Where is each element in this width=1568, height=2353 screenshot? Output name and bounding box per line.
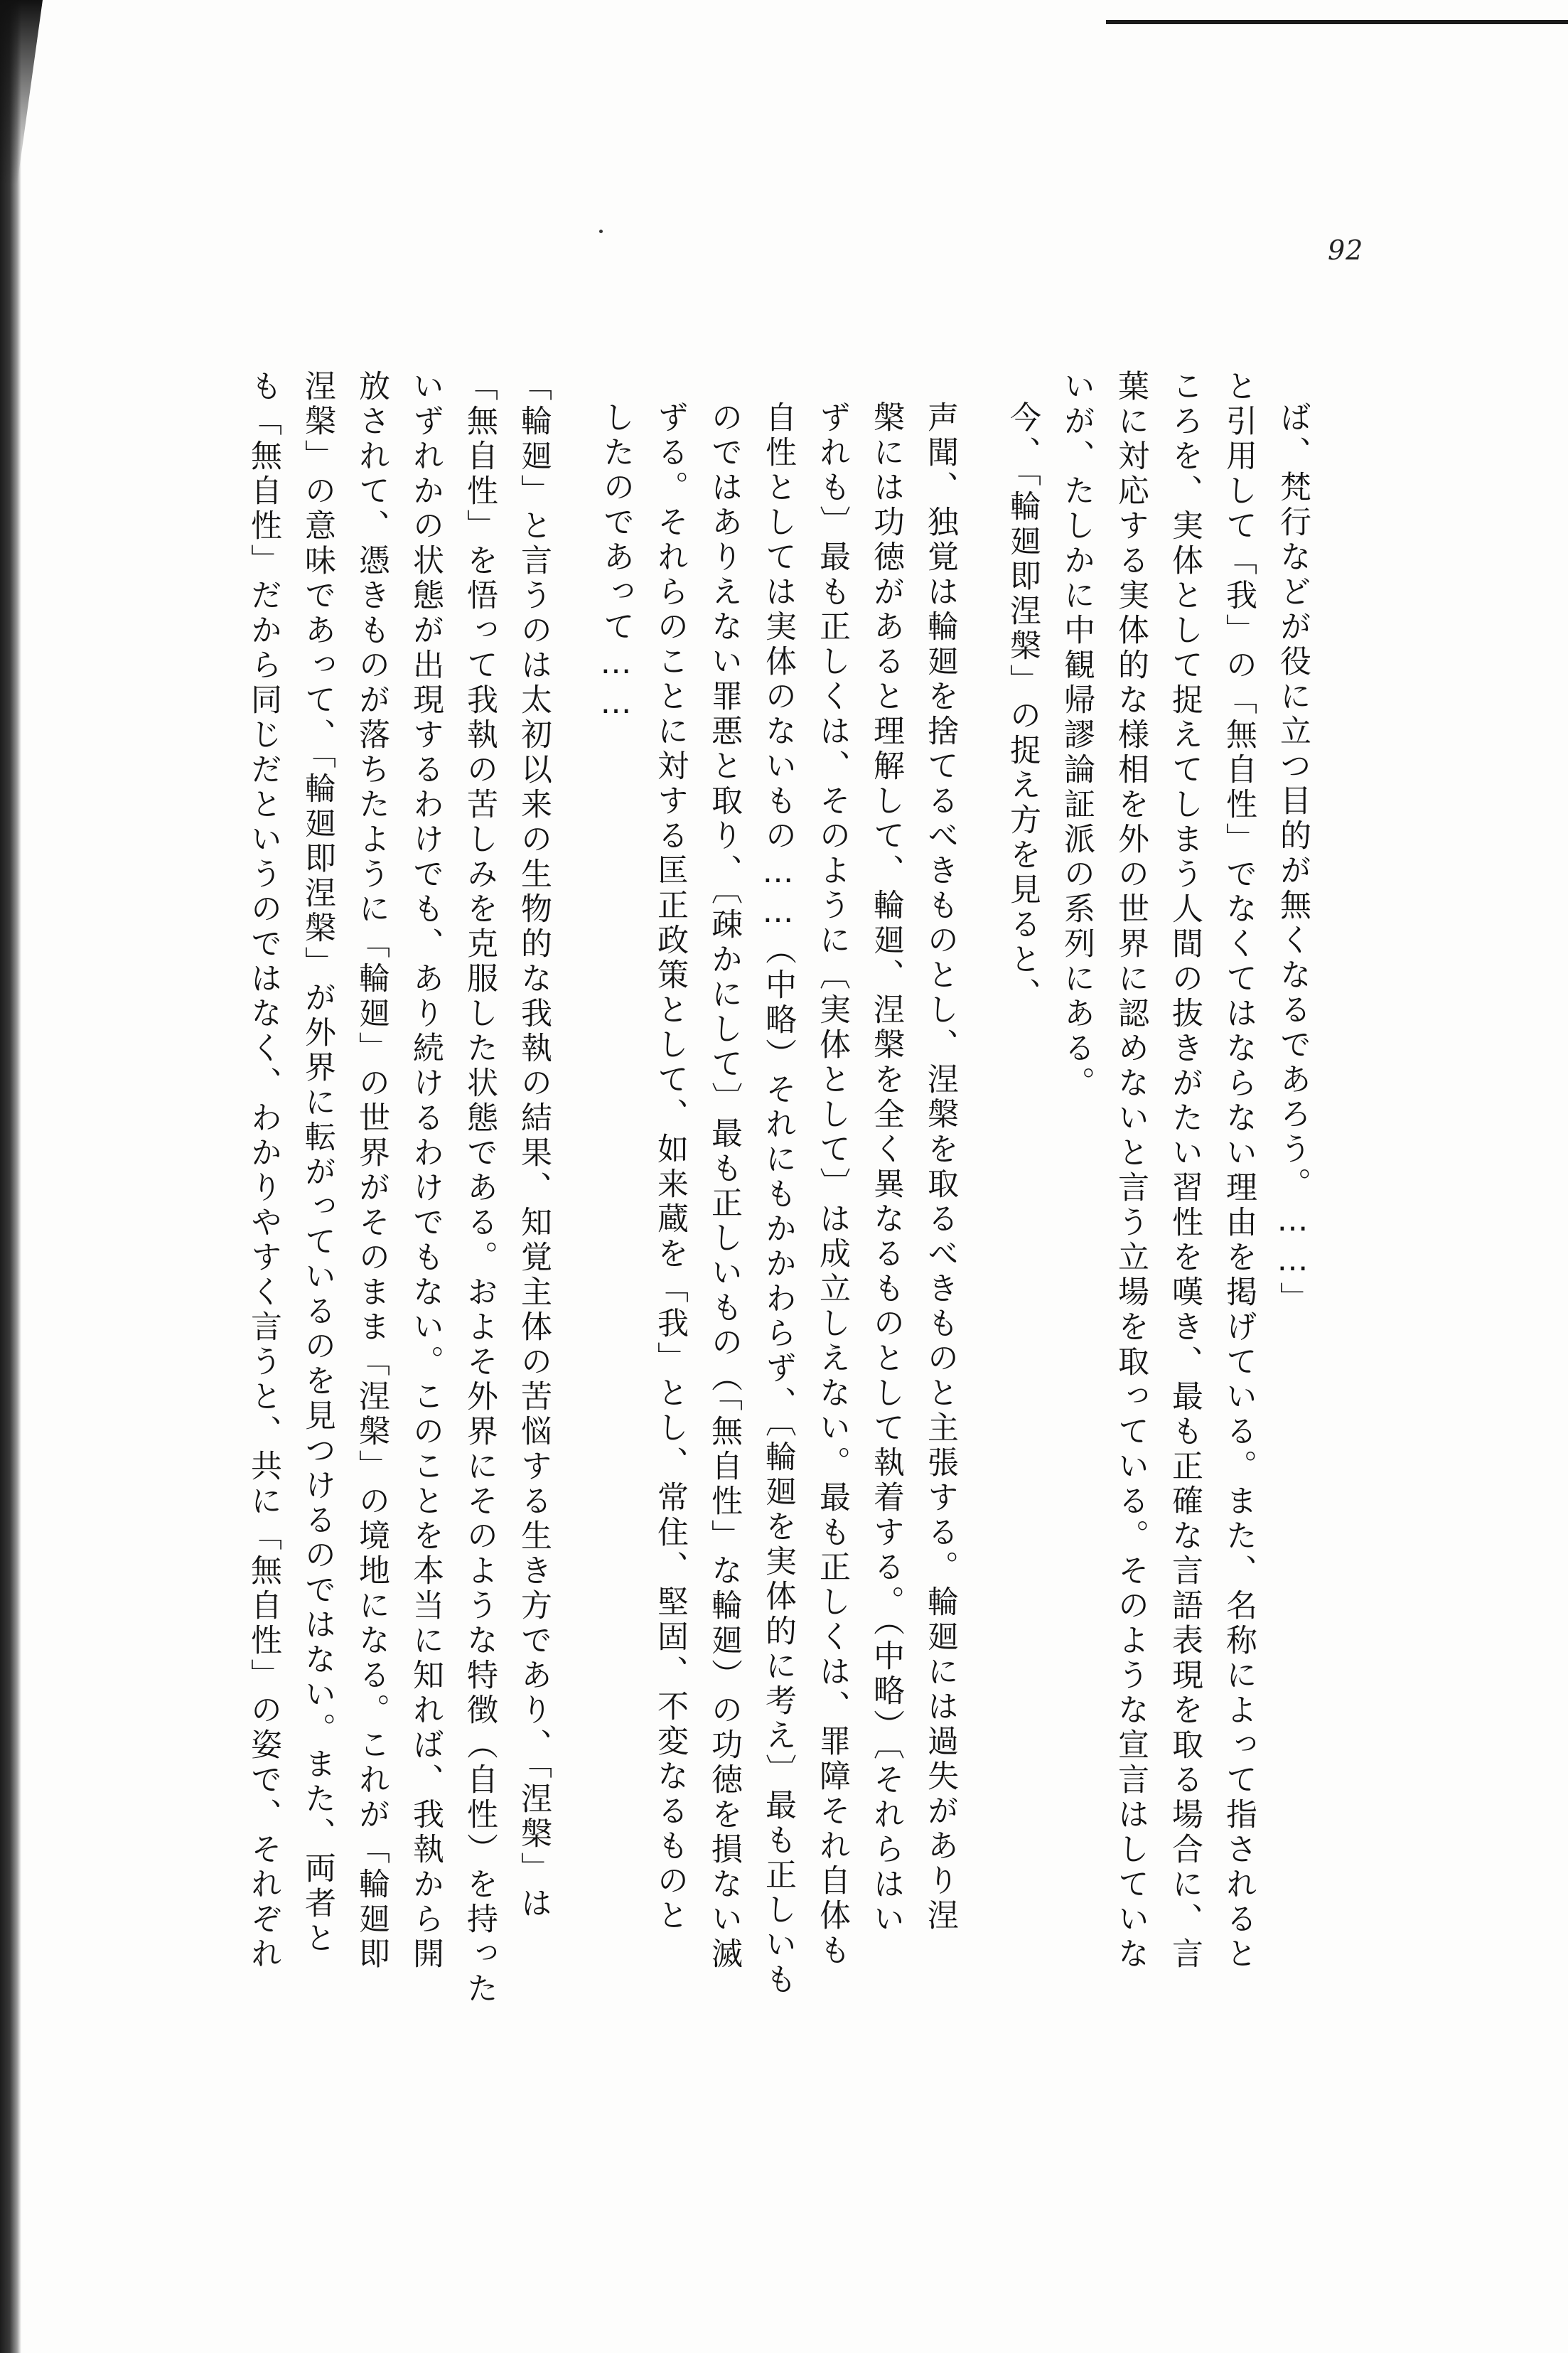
text-line: いが、たしかに中観帰謬論証派の系列にある。 [1058,370,1095,1101]
text-line: 葉に対応する実体的な様相を外の世界に認めないと言う立場を取っている。そのような宣言はしていな [1112,370,1149,1972]
quote-closing-line: ば、梵行などが役に立つ目的が無くなるであろう。……」 [1274,401,1311,1317]
vertical-text-body [236,370,1319,2189]
page-number: 92 [1328,235,1364,266]
block-quote-line: 声聞、独覚は輪廻を捨てるべきものとし、涅槃を取るべきものと主張する。輪廻には過失があり涅 [922,401,958,1934]
block-quote-line: のではありえない罪悪と取り、〔疎かにして〕最も正しいもの（「無自性」な輪廻）の功徳を損ない滅 [706,401,742,1972]
block-quote-line: 槃には功徳があると理解して、輪廻、涅槃を全く異なるものとして執着する。（中略）〔それらはい [868,401,904,1937]
header-rule [1106,20,1568,24]
scan-speck [599,230,603,233]
block-quote-line: したのであって…… [598,401,634,724]
paragraph-start: 今、「輪廻即涅槃」の捉え方を見ると、 [1004,401,1041,1012]
binding-shadow-top [0,0,43,185]
binding-shadow [0,0,21,2353]
text-line: 「無自性」を悟って我執の苦しみを克服した状態である。およそ外界にそのような特徴（自性）を持った [461,370,498,2007]
text-line: いずれかの状態が出現するわけでも、あり続けるわけでもない。このことを本当に知れば、我執から開 [407,370,444,1972]
text-line: 涅槃」の意味であって、「輪廻即涅槃」が外界に転がっているのを見つけるのではない。また、両者と [299,370,335,1956]
text-line: 放されて、憑きものが落ちたように「輪廻」の世界がそのまま「涅槃」の境地になる。これが「輪廻即 [353,370,390,1972]
text-line: と引用して「我」の「無自性」でなくてはならない理由を掲げている。また、名称によって指されると [1220,370,1257,1972]
text-line: も「無自性」だから同じだというのではなく、わかりやすく言うと、共に「無自性」の姿で、それぞれ [245,370,281,1972]
block-quote-line: ずる。それらのことに対する匡正政策として、如来蔵を「我」とし、常住、堅固、不変なるものと [652,401,688,1934]
block-quote-line: 自性としては実体のないもの……（中略）それにもかかわらず、〔輪廻を実体的に考え〕最も正しいも [760,401,796,1998]
text-line: ころを、実体として捉えてしまう人間の抜きがたい習性を嘆き、最も正確な言語表現を取る場合に、言 [1166,370,1203,1972]
block-quote-line: ずれも〕最も正しくは、そのように〔実体として〕は成立しえない。最も正しくは、罪障それ自体も [814,401,850,1968]
paragraph-start: 「輪廻」と言うのは太初以来の生物的な我執の結果、知覚主体の苦悩する生き方であり、「涅槃」は [515,370,552,1921]
